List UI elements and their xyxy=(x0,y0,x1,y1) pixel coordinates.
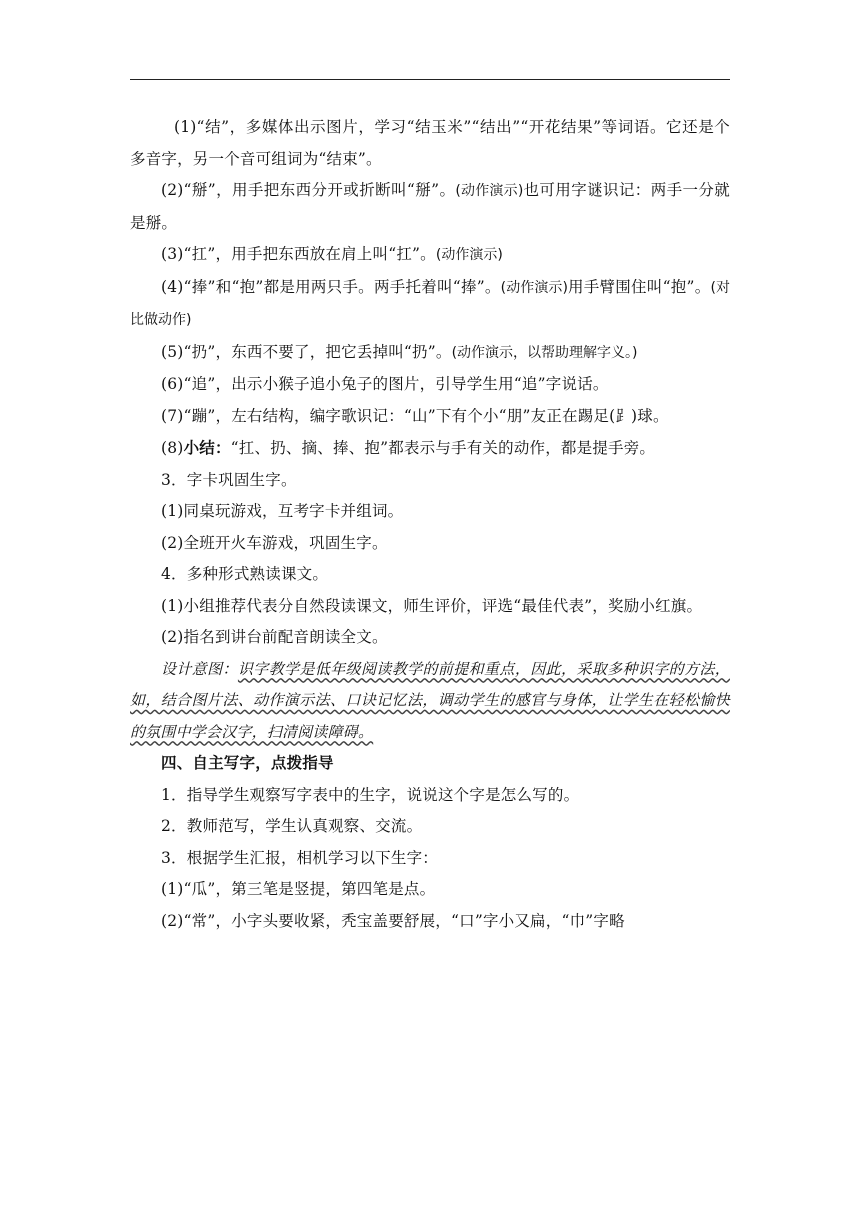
paragraph-text: (4)“捧”和“抱”都是用两只手。两手托着叫“捧”。 xyxy=(161,277,501,296)
section-item-3: 3．根据学生汇报，相机学习以下生字： xyxy=(161,848,438,867)
paragraph-7 xyxy=(130,401,730,433)
design-intent xyxy=(130,654,730,749)
paragraph-3 xyxy=(130,239,730,272)
paragraph-text: (2)“掰”，用手把东西分开或折断叫“掰”。 xyxy=(161,181,456,199)
paragraph-text: 4．多种形式熟读课文。 xyxy=(161,565,329,583)
paragraph-11 xyxy=(130,528,730,560)
section-item-5: (2)“常”，小字头要收紧，秃宝盖要舒展，“口”字小又扁，“巾”字略 xyxy=(161,911,625,930)
document-body xyxy=(130,112,730,937)
paragraph-8 xyxy=(130,432,730,465)
header-rule xyxy=(130,79,730,80)
paragraph-6 xyxy=(130,369,730,401)
action-note: (动作演示) xyxy=(455,183,524,199)
paragraph-text: (2)指名到讲台前配音朗读全文。 xyxy=(161,628,388,646)
paragraph-9 xyxy=(130,465,730,497)
paragraph-text: (3)“扛”，用手把东西放在肩上叫“扛”。 xyxy=(161,245,436,263)
design-intent-text: 识字教学是低年级阅读教学的前提和重点，因此，采取多种识字的方法，如，结合图片法、动作演示法、口诀记忆法，调动学生的感官与身体，让学生在轻松愉快的氛围中学会汉字，扫清阅读障碍。 xyxy=(130,659,730,741)
action-note: (动作演示) xyxy=(500,279,568,296)
paragraph-text: (1)“结”，多媒体出示图片，学习“结玉米”“结出”“开花结果”等词语。它还是个多音字，另一个音可组词为“结束”。 xyxy=(130,118,730,168)
paragraph-2 xyxy=(130,175,730,239)
paragraph-text: 3．字卡巩固生字。 xyxy=(161,470,297,489)
paragraph-1 xyxy=(130,112,730,175)
paragraph-text: (1)小组推荐代表分自然段读课文，师生评价，评选“最佳代表”，奖励小红旗。 xyxy=(161,596,703,615)
action-note: (动作演示，以帮助理解字义。) xyxy=(451,344,638,361)
paragraph-14 xyxy=(130,622,730,654)
paragraph-12 xyxy=(130,559,730,591)
paragraph-text-continued: 也可用字谜识记：两手一分就是掰。 xyxy=(130,181,730,232)
paragraph-text-continued: 用手臂围住叫“抱”。 xyxy=(567,277,711,296)
action-note: (对比做动作) xyxy=(130,279,730,328)
paragraph-4 xyxy=(130,272,730,337)
paragraph-13 xyxy=(130,591,730,623)
paragraph-text: (6)“追”，出示小猴子追小兔子的图片，引导学生用“追”字说话。 xyxy=(161,375,609,393)
paragraph-text: (5)“扔”，东西不要了，把它丢掉叫“扔”。 xyxy=(161,342,452,361)
paragraph-text: (1)同桌玩游戏，互考字卡并组词。 xyxy=(161,502,404,520)
section-heading: 四、自主写字，点拨指导 xyxy=(161,754,334,772)
paragraph-10 xyxy=(130,496,730,528)
section-item-4: (1)“瓜”，第三笔是竖提，第四笔是点。 xyxy=(161,880,436,898)
paragraph-number: (8) xyxy=(161,439,184,457)
section-item-1: 1．指导学生观察写字表中的生字，说说这个字是怎么写的。 xyxy=(161,785,580,804)
section-item-2: 2．教师范写，学生认真观察、交流。 xyxy=(161,817,423,835)
summary-label: 小结： xyxy=(183,438,231,457)
paragraph-text: “扛、扔、摘、捧、抱”都表示与手有关的动作，都是提手旁。 xyxy=(230,439,656,457)
paragraph-text: (2)全班开火车游戏，巩固生字。 xyxy=(161,533,388,552)
design-intent-label: 设计意图： xyxy=(161,659,238,678)
paragraph-5 xyxy=(130,337,730,370)
action-note: (动作演示) xyxy=(435,247,503,263)
paragraph-text: (7)“蹦”，左右结构，编字歌识记：“山”下有个小“朋”友正在踢足(⻊)球。 xyxy=(161,406,669,425)
